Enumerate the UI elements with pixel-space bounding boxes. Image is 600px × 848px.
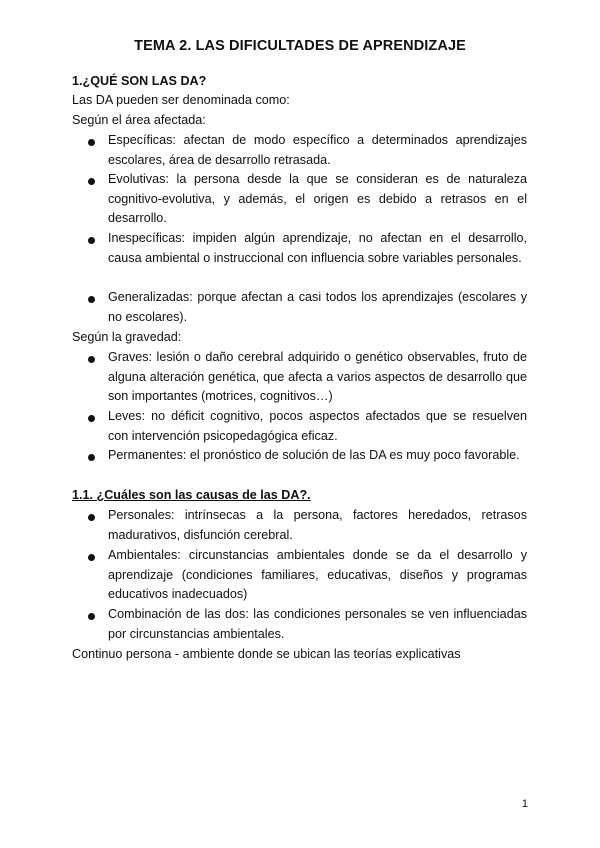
list-item: Combinación de las dos: las condiciones personales se ven influenciadas por circunstancias ambientales. bbox=[108, 607, 527, 641]
closing-text: Continuo persona - ambiente donde se ubican las teorías explicativas bbox=[72, 647, 461, 661]
list-item: Inespecíficas: impiden algún aprendizaje, no afectan en el desarrollo, causa ambiental o instruccional con influencia sobre variables personales. bbox=[108, 231, 527, 265]
list-item: Evolutivas: la persona desde la que se consideran es de naturaleza cognitivo-evolutiva, y además, el origen es debido a retrasos en el desarrollo. bbox=[108, 172, 527, 225]
list-item: Personales: intrínsecas a la persona, factores heredados, retrasos madurativos, disfunción cerebral. bbox=[108, 508, 527, 542]
list-item: Permanentes: el pronóstico de solución de las DA es muy poco favorable. bbox=[108, 448, 520, 462]
bullet-icon bbox=[88, 178, 95, 185]
page-title: TEMA 2. LAS DIFICULTADES DE APRENDIZAJE bbox=[134, 38, 466, 54]
area-label: Según el área afectada: bbox=[72, 113, 206, 127]
bullet-icon bbox=[88, 514, 95, 521]
bullet-icon bbox=[88, 454, 95, 461]
subsection-heading: 1.1. ¿Cuáles son las causas de las DA?. bbox=[72, 488, 311, 502]
bullet-icon bbox=[88, 554, 95, 561]
list-item: Leves: no déficit cognitivo, pocos aspectos afectados que se resuelven con intervención psicopedagógica eficaz. bbox=[108, 409, 527, 443]
list-item: Específicas: afectan de modo específico a determinados aprendizajes escolares, área de desarrollo retrasada. bbox=[108, 133, 527, 167]
section-heading: 1.¿QUÉ SON LAS DA? bbox=[72, 74, 207, 88]
list-item: Generalizadas: porque afectan a casi todos los aprendizajes (escolares y no escolares). bbox=[108, 290, 527, 324]
bullet-icon bbox=[88, 356, 95, 363]
bullet-icon bbox=[88, 237, 95, 244]
bullet-icon bbox=[88, 296, 95, 303]
list-item: Graves: lesión o daño cerebral adquirido o genético observables, fruto de alguna alteración genética, que afecta a varios aspectos de desarrollo que son importantes (motrices, cognitivos…) bbox=[108, 350, 527, 403]
gravity-label: Según la gravedad: bbox=[72, 330, 182, 344]
intro-text: Las DA pueden ser denominada como: bbox=[72, 93, 290, 107]
bullet-icon bbox=[88, 415, 95, 422]
list-item: Ambientales: circunstancias ambientales donde se da el desarrollo y aprendizaje (condiciones familiares, educativas, diseños y programas educativos inadecuados) bbox=[108, 548, 527, 601]
page-number: 1 bbox=[521, 798, 528, 810]
bullet-icon bbox=[88, 139, 95, 146]
bullet-icon bbox=[88, 613, 95, 620]
